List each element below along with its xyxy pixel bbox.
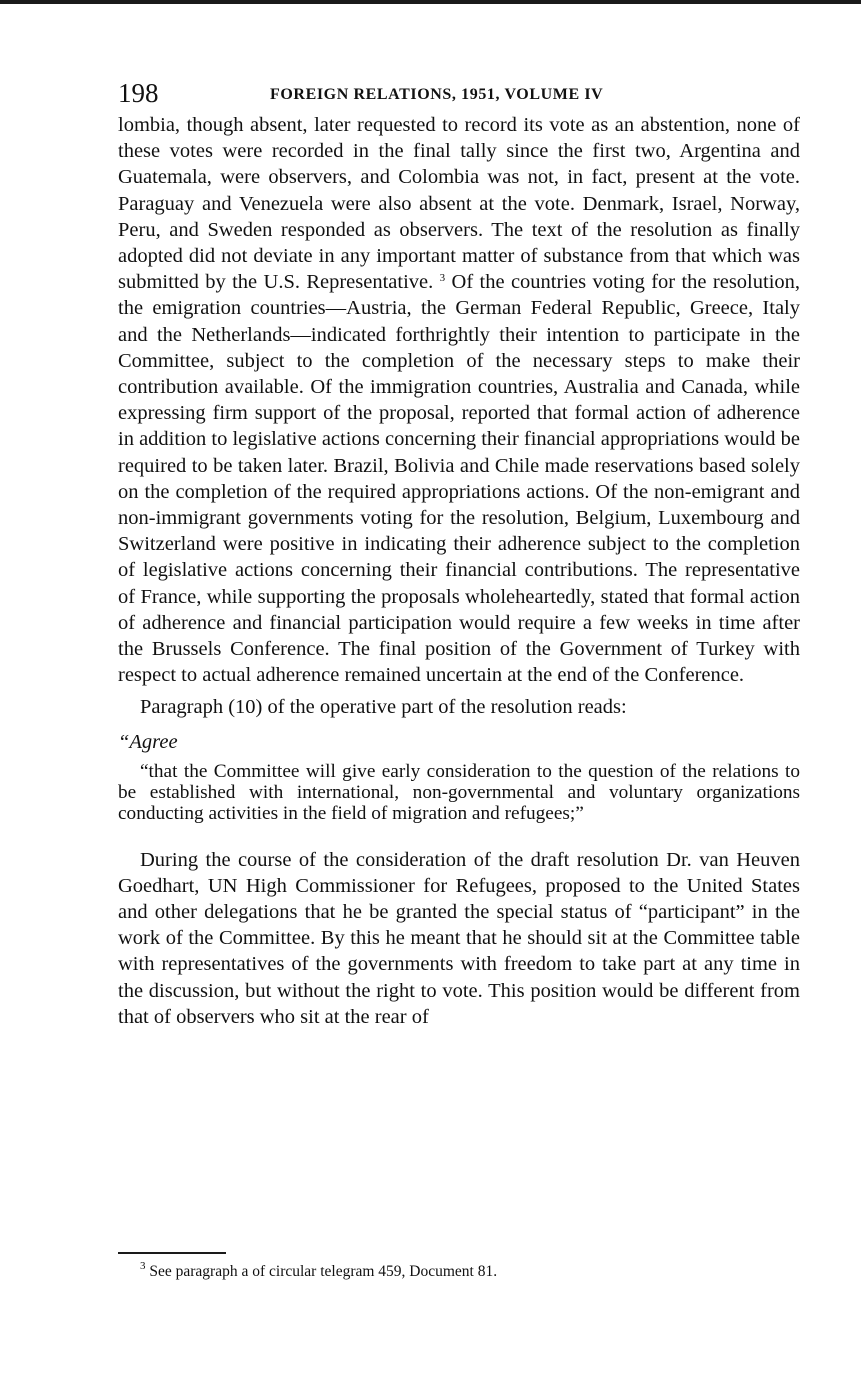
footnote-marker: 3 xyxy=(140,1260,146,1272)
running-title: FOREIGN RELATIONS, 1951, VOLUME IV xyxy=(270,86,604,103)
quote-body: “that the Committee will give early consideration to the question of the relations to be established with international, non-governmental and voluntary organizations conducting activities in the field of migration and refugees;” xyxy=(118,760,800,825)
running-head xyxy=(118,76,800,112)
paragraph-1-text-b: Of the countries voting for the resolution, the emigration countries—Austria, the German Federal Republic, Greece, Italy and the Netherlands—indicated forthrightly their intention to participate in the Committee, subject to the completion of the necessary steps to make their contribution available. Of the immigration countries, Australia and Canada, while expressing firm support of the proposal, reported that formal action of adherence in addition to legislative actions concerning their financial appropriations would be required to be taken later. Brazil, Bolivia and Chile made reservations based solely on the completion of the required appropriations actions. Of the non-emigrant and non-immigrant governments voting for the resolution, Belgium, Luxembourg and Switzerland were positive in indicating their adherence subject to the completion of legislative actions concerning their financial contributions. The representative of France, while supporting the proposals wholeheartedly, stated that formal action of adherence and financial participation would require a few weeks in time after the Brussels Conference. The final position of the Government of Turkey with respect to actual adherence remained uncertain at the end of the Conference. xyxy=(118,271,801,687)
quote-lead: “Agree xyxy=(118,730,178,753)
paragraph-continued xyxy=(118,112,800,688)
body-text xyxy=(118,112,800,1030)
document-page xyxy=(118,76,800,1030)
page-number: 198 xyxy=(118,78,159,108)
footnote-reference: 3 xyxy=(439,272,446,285)
paragraph-participant-status: During the course of the consideration of the draft resolution Dr. van Heuven Goedhart, UN High Commissioner for Refugees, proposed to the United States and other delegations that he be granted the special status of “participant” in the work of the Committee. By this he meant that he should sit at the Committee table with representatives of the governments with freedom to take part at any time in the discussion, but without the right to vote. This position would be different from that of observers who sit at the rear of xyxy=(118,848,800,1028)
paragraph-resolution-intro: Paragraph (10) of the operative part of the resolution reads: xyxy=(140,696,627,719)
footnote-text: See paragraph a of circular telegram 459, Document 81. xyxy=(149,1263,498,1280)
footnote xyxy=(140,1262,800,1282)
paragraph-1-text-a: lombia, though absent, later requested to record its vote as an abstention, none of these votes were recorded in the final tally since the first two, Argentina and Guatemala, were observers, and Colombia was not, in fact, present at the vote. Paraguay and Venezuela were also absent at the vote. Denmark, Israel, Norway, Peru, and Sweden responded as observers. The text of the resolution as finally adopted did not deviate in any important matter of substance from that which was submitted by the U.S. Representative. xyxy=(118,114,800,294)
footnote-divider xyxy=(118,1252,226,1254)
top-border xyxy=(0,0,861,4)
